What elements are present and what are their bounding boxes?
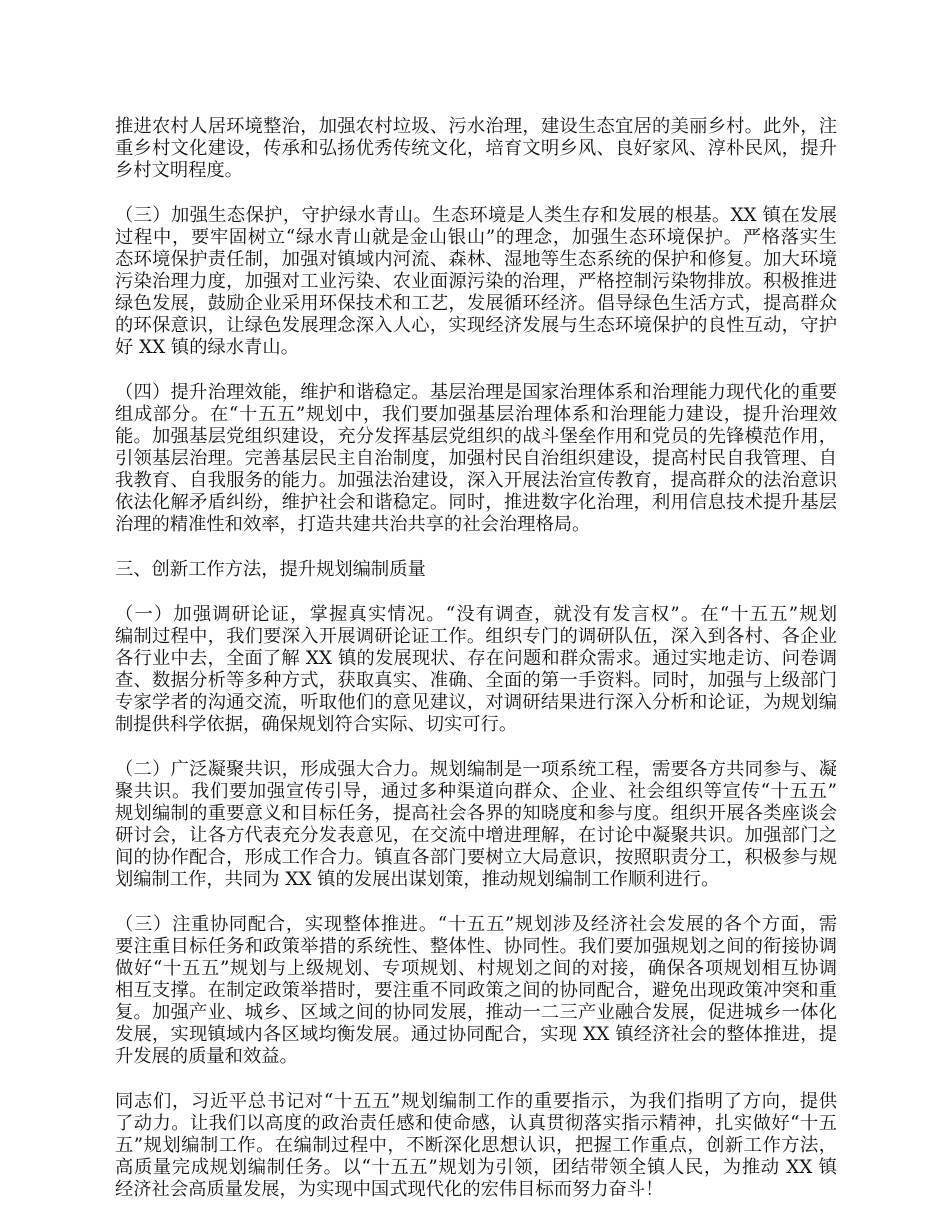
paragraph-rural-environment (115, 116, 837, 182)
text-line: （二）广泛凝聚共识，形成强大合力。规划编制是一项系统工程，需要各方共同参与、凝 (115, 759, 837, 780)
text-line: 好 XX 镇的绿水青山。 (115, 337, 299, 358)
text-line: 三、创新工作方法，提升规划编制质量 (115, 559, 426, 580)
paragraph-closing (115, 1091, 837, 1201)
text-line: 了动力。让我们以高度的政治责任感和使命感，认真贯彻落实指示精神，扎实做好“十五 (115, 1113, 837, 1134)
text-line: 乡村文明程度。 (115, 160, 243, 181)
document-page (115, 116, 837, 1224)
text-line: 查、数据分析等多种方式，获取真实、准确、全面的第一手资料。同时，加强与上级部门 (115, 670, 837, 691)
text-line: 绿色发展，鼓励企业采用环保技术和工艺，发展循环经济。倡导绿色生活方式，提高群众 (115, 293, 837, 314)
text-line: 各行业中去，全面了解 XX 镇的发展现状、存在问题和群众需求。通过实地走访、问卷调 (115, 648, 837, 669)
text-line: 治理的精准性和效率，打造共建共治共享的社会治理格局。 (115, 514, 591, 535)
text-line: （三）加强生态保护，守护绿水青山。生态环境是人类生存和发展的根基。XX 镇在发展 (115, 205, 837, 226)
text-line: 推进农村人居环境整治，加强农村垃圾、污水治理，建设生态宜居的美丽乡村。此外，注 (115, 116, 837, 137)
text-line: 同志们，习近平总书记对“十五五”规划编制工作的重要指示，为我们指明了方向，提供 (115, 1091, 837, 1112)
text-line: 规划编制的重要意义和目标任务，提高社会各界的知晓度和参与度。组织开展各类座谈会 (115, 803, 837, 824)
text-line: 复。加强产业、城乡、区域之间的协同发展，推动一二三产业融合发展，促进城乡一体化 (115, 1002, 837, 1023)
text-line: 相互支撑。在制定政策举措时，要注重不同政策之间的协同配合，避免出现政策冲突和重 (115, 980, 837, 1001)
text-line: 高质量完成规划编制任务。以“十五五”规划为引领，团结带领全镇人民，为推动 XX 镇 (115, 1157, 837, 1178)
paragraph-coordination (115, 914, 837, 1068)
text-line: 污染治理力度，加强对工业污染、农业面源污染的治理，严格控制污染物排放。积极推进 (115, 271, 837, 292)
text-line: 过程中，要牢固树立“绿水青山就是金山银山”的理念，加强生态环境保护。严格落实生 (115, 227, 837, 248)
text-line: 五”规划编制工作。在编制过程中，不断深化思想认识，把握工作重点，创新工作方法， (115, 1135, 837, 1156)
text-line: 依法化解矛盾纠纷，维护社会和谐稳定。同时，推进数字化治理，利用信息技术提升基层 (115, 492, 837, 513)
text-line: 研讨会，让各方代表充分发表意见，在交流中增进理解，在讨论中凝聚共识。加强部门之 (115, 825, 837, 846)
text-line: 间的协作配合，形成工作合力。镇直各部门要树立大局意识，按照职责分工，积极参与规 (115, 847, 837, 868)
text-line: 重乡村文化建设，传承和弘扬优秀传统文化，培育文明乡风、良好家风、淳朴民风，提升 (115, 138, 837, 159)
text-line: （一）加强调研论证，掌握真实情况。“没有调查，就没有发言权”。在“十五五”规划 (115, 604, 837, 625)
text-line: 经济社会高质量发展，为实现中国式现代化的宏伟目标而努力奋斗！ (115, 1179, 664, 1200)
text-line: 引领基层治理。完善基层民主自治制度，加强村民自治组织建设，提高村民自我管理、自 (115, 448, 837, 469)
text-line: （四）提升治理效能，维护和谐稳定。基层治理是国家治理体系和治理能力现代化的重要 (115, 382, 837, 403)
text-line: 态环境保护责任制，加强对镇域内河流、森林、湿地等生态系统的保护和修复。加大环境 (115, 249, 837, 270)
text-line: 编制过程中，我们要深入开展调研论证工作。组织专门的调研队伍，深入到各村、各企业 (115, 626, 837, 647)
paragraph-research (115, 604, 837, 736)
text-line: 要注重目标任务和政策举措的系统性、整体性、协同性。我们要加强规划之间的衔接协调 (115, 936, 837, 957)
text-line: （三）注重协同配合，实现整体推进。“十五五”规划涉及经济社会发展的各个方面，需 (115, 914, 837, 935)
text-line: 聚共识。我们要加强宣传引导，通过多种渠道向群众、企业、社会组织等宣传“十五五” (115, 781, 837, 802)
section-heading-methods (115, 559, 837, 581)
text-line: 我教育、自我服务的能力。加强法治建设，深入开展法治宣传教育，提高群众的法治意识 (115, 470, 837, 491)
text-line: 升发展的质量和效益。 (115, 1046, 298, 1067)
paragraph-consensus (115, 759, 837, 891)
text-line: 制提供科学依据，确保规划符合实际、切实可行。 (115, 714, 518, 735)
text-line: 组成部分。在“十五五”规划中，我们要加强基层治理体系和治理能力建设，提升治理效 (115, 404, 837, 425)
text-line: 做好“十五五”规划与上级规划、专项规划、村规划之间的对接，确保各项规划相互协调 (115, 958, 837, 979)
text-line: 划编制工作，共同为 XX 镇的发展出谋划策，推动规划编制工作顺利进行。 (115, 869, 720, 890)
paragraph-ecological-protection (115, 205, 837, 359)
text-line: 发展，实现镇域内各区域均衡发展。通过协同配合，实现 XX 镇经济社会的整体推进，提 (115, 1024, 837, 1045)
paragraph-governance (115, 382, 837, 536)
text-line: 的环保意识，让绿色发展理念深入人心，实现经济发展与生态环境保护的良性互动，守护 (115, 315, 837, 336)
text-line: 能。加强基层党组织建设，充分发挥基层党组织的战斗堡垒作用和党员的先锋模范作用， (115, 426, 837, 447)
text-line: 专家学者的沟通交流，听取他们的意见建议，对调研结果进行深入分析和论证，为规划编 (115, 692, 837, 713)
